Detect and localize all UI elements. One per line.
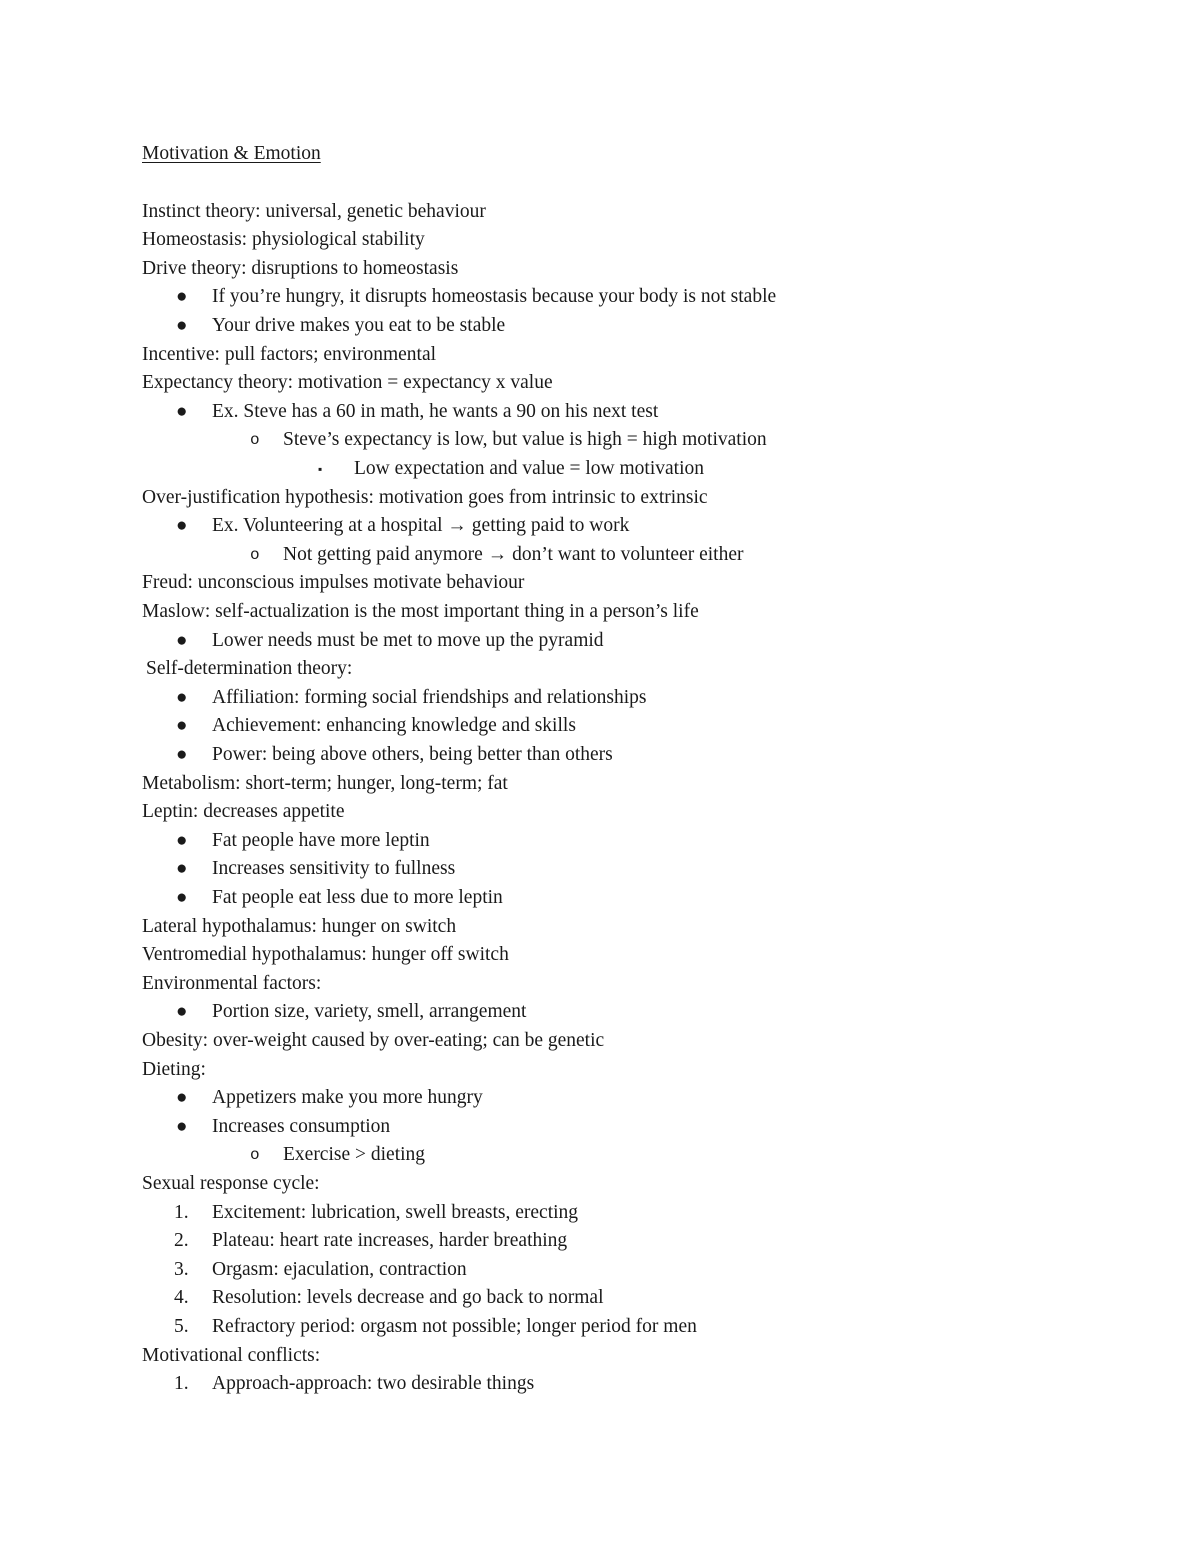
line-text: Not getting paid anymore → don’t want to volunteer either bbox=[283, 543, 744, 565]
bullet-marker: ● bbox=[176, 715, 188, 737]
paragraph-line bbox=[0, 970, 1100, 998]
bullet-item bbox=[0, 398, 1100, 426]
sub-bullet-item bbox=[0, 1141, 1100, 1169]
numbered-item bbox=[0, 1256, 1100, 1284]
paragraph-line bbox=[0, 913, 1100, 941]
line-text: Achievement: enhancing knowledge and skills bbox=[212, 715, 576, 737]
list-number: 1. bbox=[174, 1201, 189, 1223]
numbered-item bbox=[0, 1370, 1100, 1398]
line-text: Power: being above others, being better than others bbox=[212, 743, 613, 765]
bullet-item bbox=[0, 1113, 1100, 1141]
bullet-item bbox=[0, 684, 1100, 712]
line-text: Plateau: heart rate increases, harder breathing bbox=[212, 1230, 568, 1252]
line-text: Steve’s expectancy is low, but value is high = high motivation bbox=[283, 429, 767, 451]
line-text: Your drive makes you eat to be stable bbox=[212, 314, 506, 336]
bullet-marker: ● bbox=[176, 1087, 188, 1109]
line-text: Sexual response cycle: bbox=[142, 1172, 320, 1194]
line-text: Excitement: lubrication, swell breasts, erecting bbox=[212, 1201, 579, 1223]
line-text: Over-justification hypothesis: motivation goes from intrinsic to extrinsic bbox=[142, 486, 708, 508]
list-number: 3. bbox=[174, 1258, 189, 1280]
line-text: Drive theory: disruptions to homeostasis bbox=[142, 257, 459, 279]
paragraph-line bbox=[0, 798, 1100, 826]
line-text: Maslow: self-actualization is the most important thing in a person’s life bbox=[142, 600, 699, 622]
paragraph-line bbox=[0, 226, 1100, 254]
bullet-marker: ● bbox=[176, 1001, 188, 1023]
paragraph-line bbox=[0, 569, 1100, 597]
sub-bullet-item bbox=[0, 426, 1100, 454]
paragraph-line bbox=[0, 341, 1100, 369]
document-title bbox=[0, 140, 1100, 168]
paragraph-line bbox=[0, 369, 1100, 397]
bullet-marker: o bbox=[250, 1146, 260, 1165]
paragraph-line bbox=[0, 1342, 1100, 1370]
line-text: Refractory period: orgasm not possible; longer period for men bbox=[212, 1315, 697, 1337]
paragraph-line bbox=[0, 255, 1100, 283]
paragraph-line bbox=[0, 198, 1100, 226]
bullet-item bbox=[0, 512, 1100, 540]
numbered-item bbox=[0, 1227, 1100, 1255]
bullet-marker: o bbox=[250, 545, 260, 564]
line-text: If you’re hungry, it disrupts homeostasis because your body is not stable bbox=[212, 286, 777, 308]
bullet-marker: ● bbox=[176, 829, 188, 851]
line-text: Motivational conflicts: bbox=[142, 1344, 321, 1366]
bullet-item bbox=[0, 741, 1100, 769]
bullet-item bbox=[0, 627, 1100, 655]
document-title-text: Motivation & Emotion bbox=[142, 143, 321, 164]
bullet-item bbox=[0, 884, 1100, 912]
line-text: Ex. Steve has a 60 in math, he wants a 90 on his next test bbox=[212, 400, 659, 422]
sub-bullet-item bbox=[0, 541, 1100, 569]
bullet-marker: ● bbox=[176, 886, 188, 908]
bullet-marker: ● bbox=[176, 314, 188, 336]
paragraph-line bbox=[0, 1027, 1100, 1055]
line-text: Affiliation: forming social friendships and relationships bbox=[212, 686, 647, 708]
line-text: Increases consumption bbox=[212, 1115, 391, 1137]
line-text: Lower needs must be met to move up the pyramid bbox=[212, 629, 604, 651]
line-text: Metabolism: short-term; hunger, long-term; fat bbox=[142, 772, 508, 794]
line-text: Ex. Volunteering at a hospital → getting paid to work bbox=[212, 515, 630, 537]
line-text: Fat people have more leptin bbox=[212, 829, 430, 851]
line-text: Resolution: levels decrease and go back to normal bbox=[212, 1287, 604, 1309]
line-text: Homeostasis: physiological stability bbox=[142, 229, 425, 251]
bullet-marker: o bbox=[250, 431, 260, 450]
bullet-marker: ● bbox=[176, 686, 188, 708]
bullet-marker: ● bbox=[176, 858, 188, 880]
line-text: Increases sensitivity to fullness bbox=[212, 858, 456, 880]
list-number: 4. bbox=[174, 1287, 189, 1309]
line-text: Expectancy theory: motivation = expectancy x value bbox=[142, 372, 553, 394]
line-text: Freud: unconscious impulses motivate behaviour bbox=[142, 572, 525, 594]
bullet-marker: ● bbox=[176, 743, 188, 765]
paragraph-line bbox=[0, 941, 1100, 969]
line-text: Obesity: over-weight caused by over-eating; can be genetic bbox=[142, 1029, 605, 1051]
bullet-item bbox=[0, 312, 1100, 340]
paragraph-line bbox=[0, 598, 1100, 626]
line-text: Incentive: pull factors; environmental bbox=[142, 343, 437, 365]
paragraph-line bbox=[0, 484, 1100, 512]
line-text: Appetizers make you more hungry bbox=[212, 1087, 483, 1109]
line-text: Self-determination theory: bbox=[146, 658, 353, 680]
numbered-item bbox=[0, 1199, 1100, 1227]
bullet-item bbox=[0, 1084, 1100, 1112]
line-text: Portion size, variety, smell, arrangement bbox=[212, 1001, 527, 1023]
numbered-item bbox=[0, 1313, 1100, 1341]
bullet-marker: ● bbox=[176, 400, 188, 422]
bullet-item bbox=[0, 827, 1100, 855]
paragraph-line bbox=[0, 655, 1100, 683]
line-text: Environmental factors: bbox=[142, 972, 322, 994]
bullet-marker: ▪ bbox=[318, 461, 323, 476]
bullet-marker: ● bbox=[176, 1115, 188, 1137]
bullet-item bbox=[0, 855, 1100, 883]
bullet-marker: ● bbox=[176, 515, 188, 537]
line-text: Orgasm: ejaculation, contraction bbox=[212, 1258, 467, 1280]
line-text: Leptin: decreases appetite bbox=[142, 801, 345, 823]
bullet-item bbox=[0, 998, 1100, 1026]
line-text: Ventromedial hypothalamus: hunger off switch bbox=[142, 944, 509, 966]
list-number: 1. bbox=[174, 1373, 189, 1395]
line-text: Exercise > dieting bbox=[283, 1144, 426, 1166]
paragraph-line bbox=[0, 770, 1100, 798]
bullet-item bbox=[0, 712, 1100, 740]
line-text: Low expectation and value = low motivation bbox=[354, 457, 704, 479]
line-text: Approach-approach: two desirable things bbox=[212, 1373, 535, 1395]
paragraph-line bbox=[0, 1056, 1100, 1084]
sub-sub-bullet-item bbox=[0, 455, 1100, 483]
line-text: Dieting: bbox=[142, 1058, 206, 1080]
bullet-marker: ● bbox=[176, 286, 188, 308]
line-text: Instinct theory: universal, genetic behaviour bbox=[142, 200, 486, 222]
paragraph-line bbox=[0, 1170, 1100, 1198]
list-number: 5. bbox=[174, 1315, 189, 1337]
bullet-marker: ● bbox=[176, 629, 188, 651]
numbered-item bbox=[0, 1284, 1100, 1312]
line-text: Lateral hypothalamus: hunger on switch bbox=[142, 915, 457, 937]
bullet-item bbox=[0, 283, 1100, 311]
line-text: Fat people eat less due to more leptin bbox=[212, 886, 503, 908]
list-number: 2. bbox=[174, 1230, 189, 1252]
